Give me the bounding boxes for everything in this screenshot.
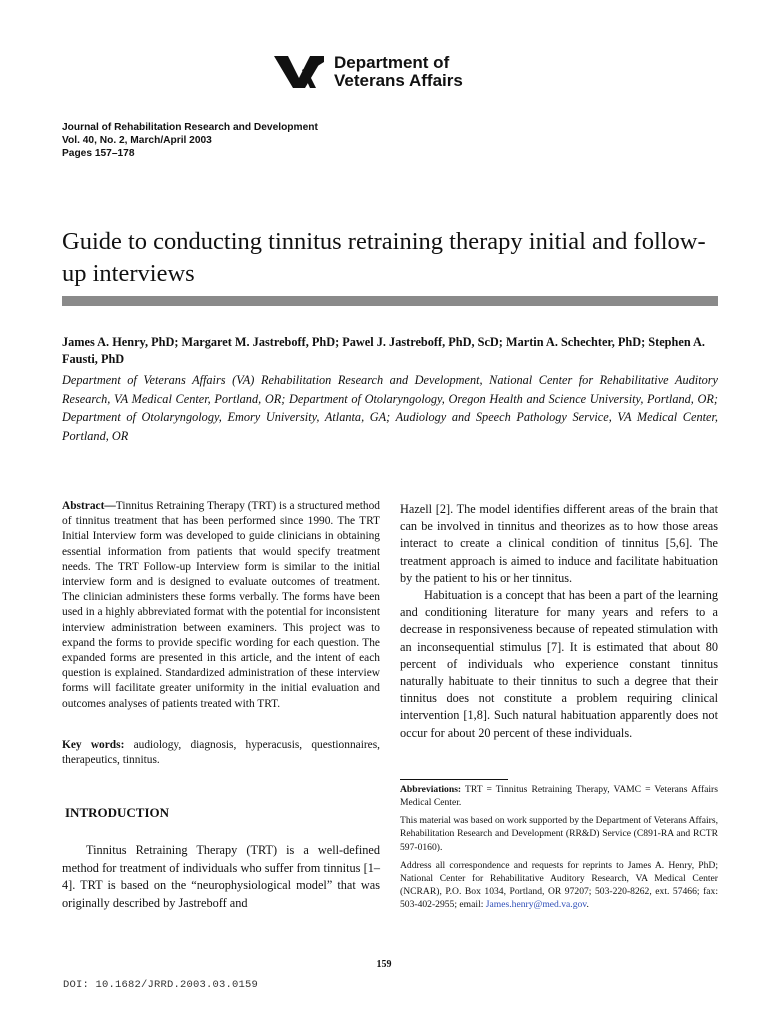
title-rule	[62, 296, 718, 306]
logo-wordmark	[334, 54, 463, 90]
journal-volume: Vol. 40, No. 2, March/April 2003	[62, 135, 212, 146]
doi: DOI: 10.1682/JRRD.2003.03.0159	[63, 979, 259, 991]
correspondence-end: .	[586, 899, 589, 911]
journal-info	[62, 121, 318, 160]
keywords-label: Key words:	[62, 738, 125, 751]
footnote-correspondence	[400, 859, 718, 912]
right-column	[400, 501, 718, 912]
abstract	[62, 499, 380, 712]
keywords-text: audiology, diagnosis, hyperacusis, questionnaires, therapeutics, tinnitus.	[62, 738, 380, 767]
body-paragraph-2: Habituation is a concept that has been a part of the learning and conditioning literature for many years and refers to a decrease in responsiveness because of repeated stimulation with an inconsequential stimulus [7]. It is estimated that about 80 percent of individuals who experience constant tinnitus naturally habituate to their tinnitus to such a degree that their tinnitus does not constitute a problem requiring clinical intervention [1,8]. Such natural habituation apparently does not occur for about 20 percent of these individuals.	[400, 588, 718, 740]
page-number: 159	[376, 959, 392, 970]
correspondence-text: Address all correspondence and requests for reprints to James A. Henry, PhD; National Center for Rehabilitative Auditory Research, VA Medical Center (NCRAR), P.O. Box 1034, Portland, OR 97207; 503-220-8262, ext. 57466; fax: 503-402-2955; email:	[400, 859, 718, 911]
logo-line-1: Department of	[334, 53, 450, 72]
abstract-label: Abstract—	[62, 500, 116, 512]
email-link[interactable]: James.henry@med.va.gov	[485, 899, 587, 911]
footnote-abbreviations	[400, 783, 718, 809]
article-title: Guide to conducting tinnitus retraining therapy initial and follow-up interviews	[62, 228, 706, 287]
abbreviations-label: Abbreviations:	[400, 783, 462, 795]
section-heading-introduction: INTRODUCTION	[65, 805, 170, 821]
va-logo	[272, 52, 463, 92]
intro-paragraph: Tinnitus Retraining Therapy (TRT) is a well-defined method for treatment of individuals who suffer from tinnitus [1–4]. TRT is based on the “neurophysiological model” that was originally described by Jastreboff and	[62, 843, 380, 910]
affiliation: Department of Veterans Affairs (VA) Rehabilitation Research and Development, National Center for Rehabilitative Auditory Research, VA Medical Center, Portland, OR; Department of Otolaryngology, Oregon Health and Science University, Portland, OR; Department of Otolaryngology, Emory University, Atlanta, GA; Audiology and Speech Pathology Service, VA Medical Center, Portland, OR	[62, 373, 718, 443]
left-column	[62, 499, 380, 925]
author-list: James A. Henry, PhD; Margaret M. Jastreboff, PhD; Pawel J. Jastreboff, PhD, ScD; Martin A. Schechter, PhD; Stephen A. Fausti, PhD	[62, 335, 706, 366]
abbreviations-text: TRT = Tinnitus Retraining Therapy, VAMC = Veterans Affairs Medical Center.	[400, 783, 718, 809]
body-paragraph-1: Hazell [2]. The model identifies different areas of the brain that can be involved in tinnitus and theorizes as to how those areas interact to create a clinical condition of tinnitus [5,6]. The treatment approach is aimed to induce and facilitate habituation by the patient to his or her tinnitus.	[400, 502, 718, 585]
va-logo-icon	[272, 52, 326, 92]
footnote-support: This material was based on work supported by the Department of Veterans Affairs, Rehabilitation Research and Development (RR&D) Service (C891-RA and RCTR 597-0160).	[400, 815, 718, 853]
footnote-rule	[400, 779, 508, 780]
keywords	[62, 738, 380, 768]
abstract-text: Tinnitus Retraining Therapy (TRT) is a structured method of tinnitus treatment that has been performed since 1990. The TRT Initial Interview form was developed to guide clinicians in obtaining essential information from patients that would specify treatment needs. The TRT Follow-up Interview form is similar to the initial interview form and is designed to evaluate outcomes of treatment. The clinician administers these forms verbally. The forms have been used in a highly abbreviated format with the potential for inconsistent interview administration between examiners. This project was to expand the forms to provide specific wording for each question. The expanded forms are presented in this article, and the intent of each question is explained. Standardized administration of these interview forms will facilitate greater uniformity in the initial evaluation and outcomes analyses of patients treated with TRT.	[62, 500, 380, 710]
logo-line-2: Veterans Affairs	[334, 71, 463, 90]
journal-pages: Pages 157–178	[62, 148, 135, 159]
journal-name: Journal of Rehabilitation Research and Development	[62, 122, 318, 133]
